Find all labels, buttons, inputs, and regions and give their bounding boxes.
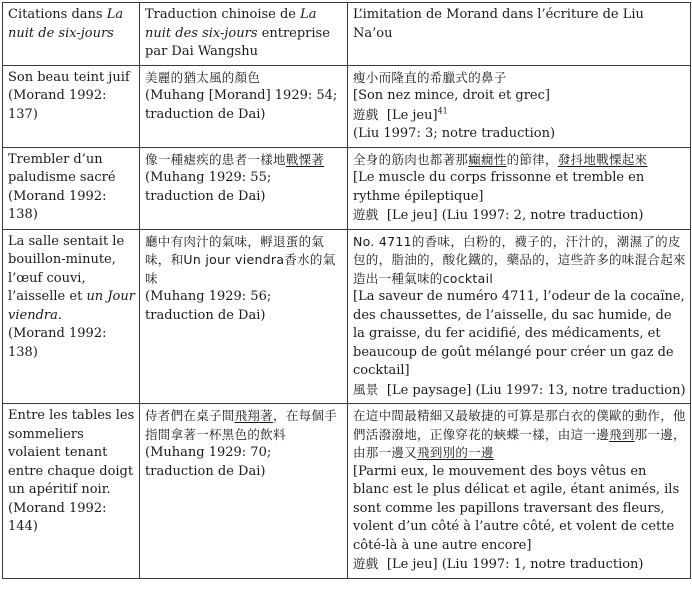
imitation-cell [348,229,691,404]
translation-zh: 廳中有肉汁的氣味，孵退蛋的氣味，和Un jour viendra香水的氣味 [145,233,336,286]
quote-cell [3,65,140,147]
translation-zh-part: ，在每個手指間拿著一杯黑色的飲料 [145,408,338,442]
source-fr: [Le jeu] [386,208,438,223]
source-ref: (Liu 1997: 1, notre traduction) [441,557,644,572]
imitation-zh [353,407,686,463]
header-col2-title: La nuit des six-jours [145,7,317,41]
table-row [3,229,691,404]
table-row [3,404,691,579]
quote-text: Son beau teint juif [8,69,130,85]
translation-ref: (Muhang 1929: 56; traduction de Dai) [145,289,272,323]
header-col2 [140,3,348,66]
quote-text: Trembler d’un paludisme sacré [8,151,116,185]
translation-cell [140,147,348,229]
source-ref: (Liu 1997: 2, notre traduction) [441,208,644,223]
quote-text-part: . [57,307,62,323]
imitation-zh-part: 在這中間最精細又最敏捷的可算是那白衣的僕歐的動作，他們活潑潑地，正像穿花的蛺蝶一樣，由這一邊 [353,408,686,442]
quote-ref: (Morand 1992: 144) [8,500,107,534]
source-line [353,106,686,126]
imitation-fr: [Le muscle du corps frissonne et tremble en rythme épileptique] [353,170,645,204]
header-row [3,3,691,66]
source-fr: [Le jeu] [386,107,438,123]
source-ref: (Liu 1997: 3; notre traduction) [353,126,556,141]
imitation-zh: No. 4711的香味，白粉的，襪子的，汗汁的，潮濕了的皮包的，脂油的，酸化鐵的，藥品的，這些許多的味混合起來造出一種氣味的cocktail [353,233,686,286]
translation-zh [145,151,343,170]
source-zh: 遊戲 [353,556,379,571]
source-line [353,381,686,401]
translation-ref: (Muhang 1929: 70; traduction de Dai) [145,445,272,479]
source-zh: 遊戲 [353,207,379,222]
translation-zh: 美麗的猶太風的顏色 [145,69,261,85]
footnote-marker: 41 [437,106,448,116]
translation-zh-part: 侍者們在桌子間 [145,408,235,423]
translation-ref: (Muhang 1929: 55; traduction de Dai) [145,170,272,204]
translation-zh [145,407,343,444]
translation-zh-underlined: 戰慄著 [285,151,325,167]
quote-text-part: La salle sentait le bouillon-minute, l’œuf couvi, l’aisselle et [8,233,125,304]
imitation-fr: [La saveur de numéro 4711, l’odeur de la cocaïne, des chaussettes, de l’aisselle, du sac humide, de la graisse, du fer acidifié, des médicaments, et beaucoup de goût mélangé pour créer un gaz de cocktail] [353,289,685,378]
header-col1-text: Citations dans [8,7,107,22]
quote-text: Entre les tables les sommeliers volaient tenant entre chaque doigt un apéritif noir. [8,408,135,497]
imitation-zh-underlined: 發抖地戰慄起來 [557,151,648,167]
quote-title: un Jour viendra [8,289,135,323]
source-fr: [Le jeu] [386,557,438,572]
imitation-zh-part: 全身的筋肉也都著那 [353,151,469,167]
imitation-zh-underlined: 癲癇性 [468,151,507,167]
source-zh: 風景 [353,381,379,397]
header-col1-title: La nuit de six-jours [8,7,124,41]
imitation-zh-part: 那一邊，由那一邊又 [353,426,686,460]
table-row [3,65,691,147]
table-row [3,147,691,229]
imitation-zh-underlined: 飛到別的一邊 [417,445,494,460]
source-line [353,555,686,575]
imitation-zh [353,151,686,170]
imitation-zh: 瘦小而隆直的希臘式的鼻子 [353,69,507,85]
header-col3-text: L’imitation de Morand dans l’écriture de Liu Na’ou [353,7,644,41]
source-fr: [Le paysage] [386,382,472,398]
translation-cell [140,65,348,147]
imitation-zh-part: 的節律， [506,151,558,167]
header-col3 [348,3,691,66]
imitation-cell [348,404,691,579]
imitation-fr: [Parmi eux, le mouvement des boys vêtus en blanc est le plus délicat et agile, étant animés, ils sont comme les papillons traversant des fleurs, volent d’un côté à l’autre côté, et volent de cette côté-là à une autre encore] [353,463,680,553]
quote-ref: (Morand 1992: 138) [8,188,107,222]
header-col2-tail: entreprise par Dai Wangshu [145,25,330,59]
comparison-table [2,2,691,579]
quote-ref: (Morand 1992: 137) [8,88,107,122]
imitation-zh-underlined: 飛到 [609,426,635,442]
translation-cell [140,404,348,579]
quote-ref: (Morand 1992: 138) [8,326,107,360]
translation-zh-underlined: 飛翔著 [234,408,274,423]
imitation-cell [348,147,691,229]
quote-cell [3,229,140,404]
source-line [353,206,686,226]
header-col2-text: Traduction chinoise de [145,7,301,22]
header-col1 [3,3,140,66]
imitation-cell [348,65,691,147]
quote-cell [3,147,140,229]
translation-cell [140,229,348,404]
imitation-fr: [Son nez mince, droit et grec] [353,88,550,103]
translation-ref: (Muhang [Morand] 1929: 54; traduction de Dai) [145,88,338,122]
translation-zh-part: 像一種瘧疾的患者一樣地 [145,151,286,167]
quote-text [8,234,135,323]
quote-cell [3,404,140,579]
source-ref: (Liu 1997: 13, notre traduction) [475,382,686,398]
source-zh: 遊戲 [353,106,379,122]
